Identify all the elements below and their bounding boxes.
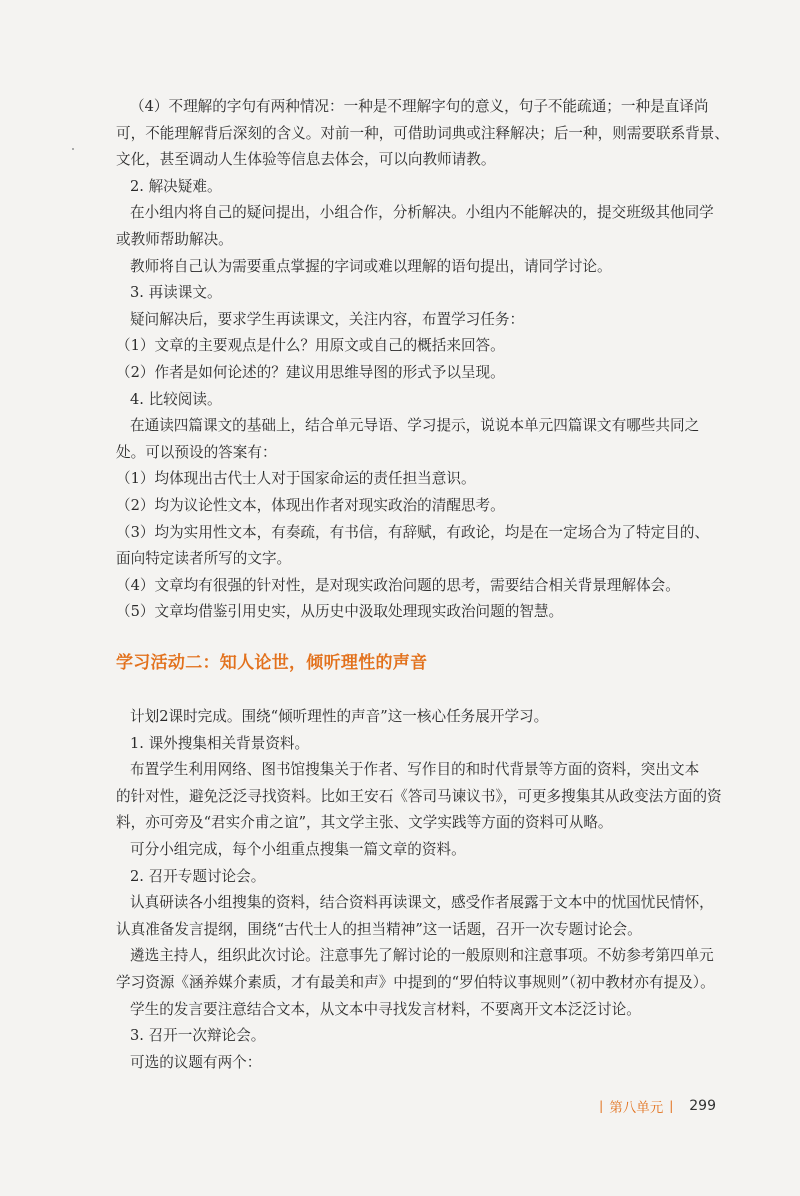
section1-body — [116, 94, 728, 626]
scan-speck — [72, 148, 74, 150]
paragraph-line: 学习资源《涵养媒介素质，才有最美和声》中提到的“罗伯特议事规则”（初中教材亦有提及）。 — [116, 973, 715, 991]
paragraph-line: 认真研读各小组搜集的资料，结合资料再读课文，感受作者展露于文本中的忧国忧民情怀， — [130, 894, 714, 912]
paragraph-line: 可选的议题有两个： — [130, 1053, 262, 1071]
paragraph-line: 文化，甚至调动人生体验等信息去体会，可以向教师请教。 — [116, 151, 496, 169]
page-number: 299 — [689, 1098, 716, 1114]
footer-separator: | — [669, 1099, 674, 1113]
paragraph-line: 在小组内将自己的疑问提出，小组合作，分析解决。小组内不能解决的，提交班级其他同学 — [130, 204, 714, 222]
list-item: （5）文章均借鉴引用史实，从历史中汲取处理现实政治问题的智慧。 — [116, 603, 564, 621]
paragraph-line: 的针对性，避免泛泛寻找资料。比如王安石《答司马谏议书》，可更多搜集其从政变法方面的资 — [116, 787, 722, 805]
paragraph-line: 教师将自己认为需要重点掌握的字词或难以理解的语句提出，请同学讨论。 — [130, 257, 612, 275]
page-footer — [599, 1096, 716, 1116]
list-item: （2）作者是如何论述的？建议用思维导图的形式予以呈现。 — [116, 363, 505, 381]
paragraph-line: 可分小组完成，每个小组重点搜集一篇文章的资料。 — [130, 840, 466, 858]
paragraph-line: 面向特定读者所写的文字。 — [116, 550, 292, 568]
paragraph-line: 布置学生利用网络、图书馆搜集关于作者、写作目的和时代背景等方面的资料，突出文本 — [130, 761, 700, 779]
paragraph-line: 疑问解决后，要求学生再读课文，关注内容，布置学习任务： — [130, 310, 525, 328]
list-item: （3）均为实用性文本，有奏疏，有书信，有辞赋，有政论，均是在一定场合为了特定目的、 — [116, 523, 710, 541]
step-heading: 2. 解决疑难。 — [130, 177, 222, 195]
paragraph-line: 料，亦可旁及“君实介甫之谊”，其文学主张、文学实践等方面的资料可从略。 — [116, 814, 613, 832]
paragraph-line: 可，不能理解背后深刻的含义。对前一种，可借助词典或注释解决；后一种，则需要联系背景、 — [116, 124, 729, 142]
section-title: 学习活动二：知人论世，倾听理性的声音 — [116, 653, 428, 673]
paragraph-line: 计划2课时完成。围绕“倾听理性的声音”这一核心任务展开学习。 — [130, 708, 549, 725]
paragraph-line: 遴选主持人，组织此次讨论。注意事先了解讨论的一般原则和注意事项。不妨参考第四单元 — [130, 947, 714, 965]
list-item: （2）均为议论性文本，体现出作者对现实政治的清醒思考。 — [116, 496, 505, 514]
step-heading: 4. 比较阅读。 — [130, 390, 222, 408]
paragraph-line: 处。可以预设的答案有： — [116, 443, 277, 461]
section2-body — [116, 704, 728, 1076]
step-heading: 3. 再读课文。 — [130, 284, 222, 302]
unit-label: 第八单元 — [609, 1100, 664, 1116]
footer-separator: | — [599, 1099, 604, 1113]
list-item: （1）文章的主要观点是什么？用原文或自己的概括来回答。 — [116, 337, 505, 355]
step-heading: 2. 召开专题讨论会。 — [130, 867, 266, 885]
paragraph-line: （4）不理解的字句有两种情况：一种是不理解字句的意义，句子不能疏通；一种是直译尚 — [130, 98, 709, 115]
paragraph-line: 在通读四篇课文的基础上，结合单元导语、学习提示，说说本单元四篇课文有哪些共同之 — [130, 417, 700, 435]
paragraph-line: 认真准备发言提纲，围绕“古代士人的担当精神”这一话题，召开一次专题讨论会。 — [116, 920, 642, 938]
paragraph-line: 或教师帮助解决。 — [116, 230, 233, 248]
list-item: （1）均体现出古代士人对于国家命运的责任担当意识。 — [116, 470, 476, 488]
step-heading: 1. 课外搜集相关背景资料。 — [130, 734, 310, 752]
paragraph-line: 学生的发言要注意结合文本，从文本中寻找发言材料，不要离开文本泛泛讨论。 — [130, 1000, 641, 1018]
step-heading: 3. 召开一次辩论会。 — [130, 1027, 266, 1045]
list-item: （4）文章均有很强的针对性，是对现实政治问题的思考，需要结合相关背景理解体会。 — [116, 576, 680, 594]
